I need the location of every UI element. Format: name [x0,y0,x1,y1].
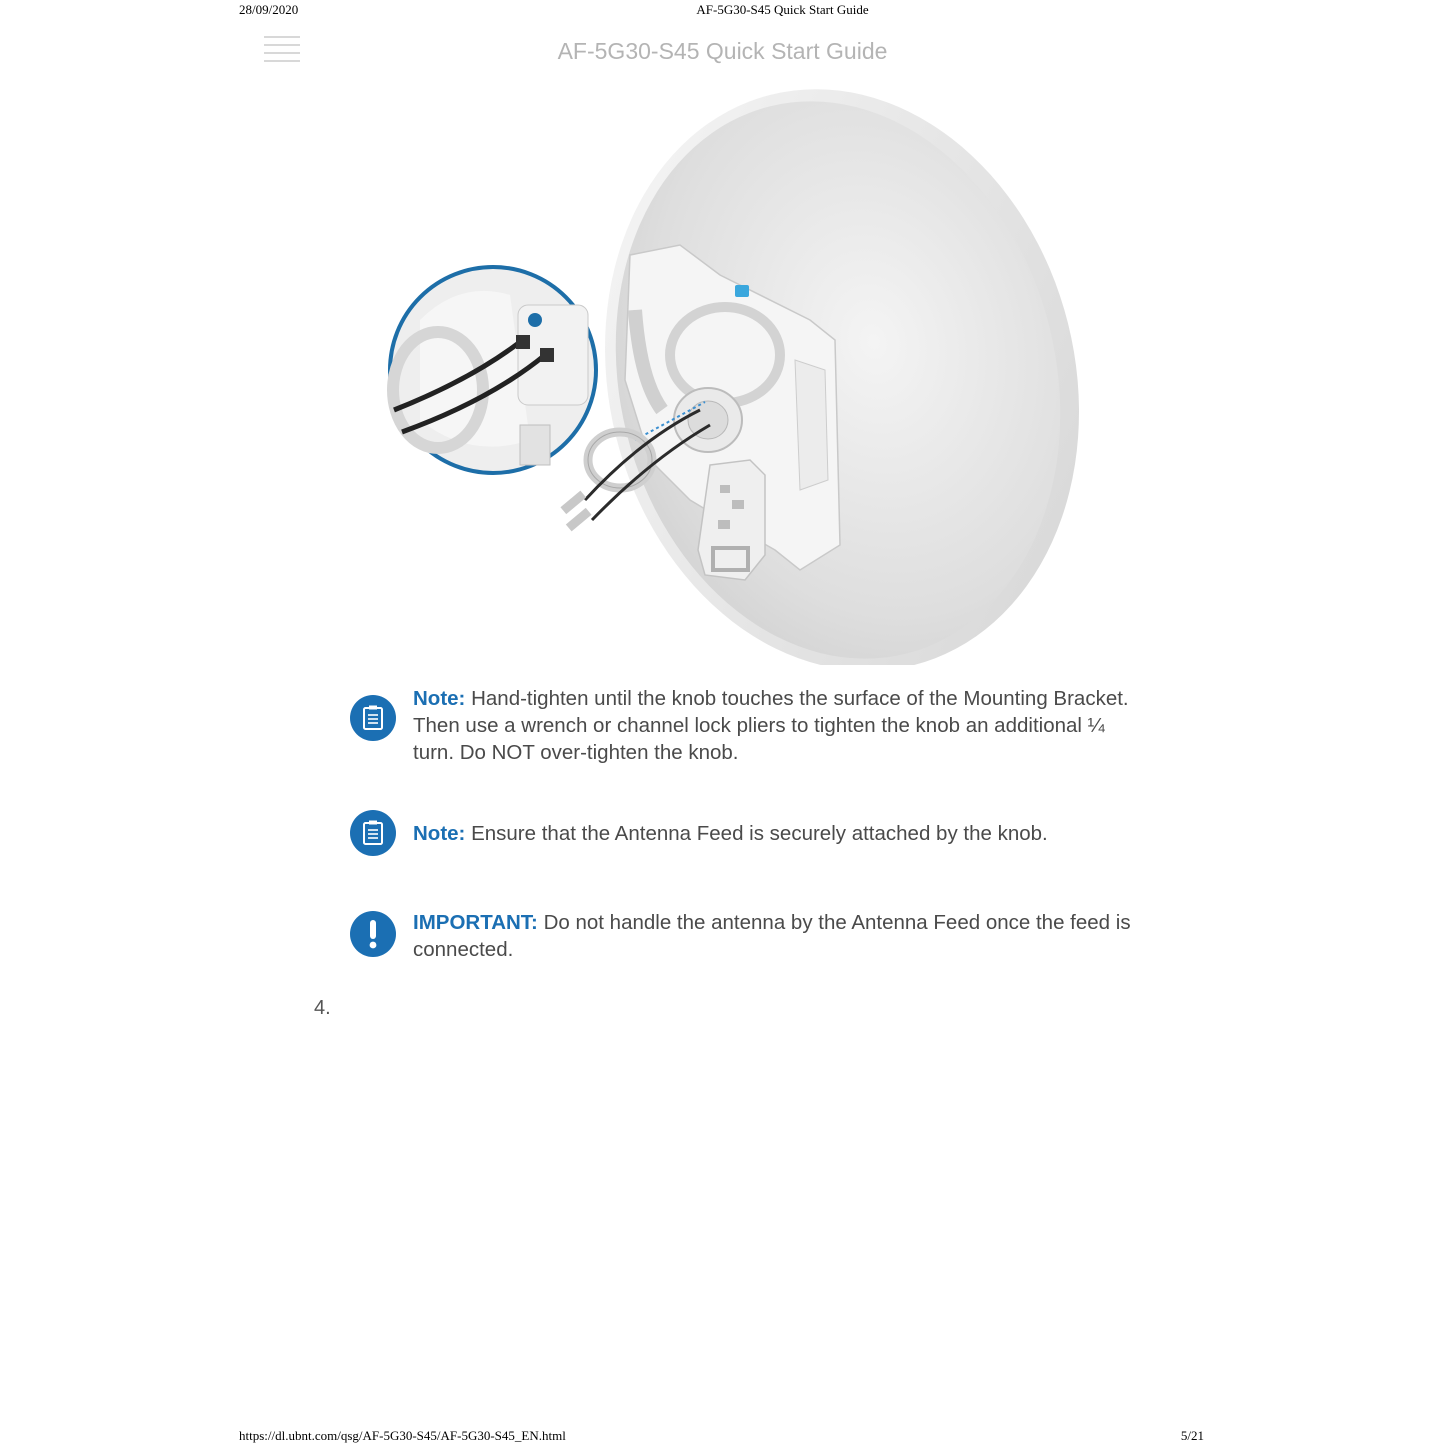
important-icon [350,911,396,957]
important-text [413,909,1148,963]
step-number: 4. [314,997,331,1019]
print-page-number: 5/21 [1180,1428,1204,1443]
print-url: https://dl.ubnt.com/qsg/AF-5G30-S45/AF-5G30-S45_EN.html [239,1428,566,1443]
note-lead: Note: [413,822,466,845]
antenna-illustration [380,80,1100,665]
note-body: Ensure that the Antenna Feed is securely attached by the knob. [465,822,1048,845]
print-date: 28/09/2020 [239,2,299,17]
note-icon [350,810,396,856]
note-text [413,685,1148,766]
note-body: Hand-tighten until the knob touches the surface of the Mounting Bracket. Then use a wrench or channel lock pliers to tighten the knob an additional ¼ turn. Do NOT over-tighten the knob. [413,687,1129,764]
note-text [413,820,1148,847]
page-title: AF-5G30-S45 Quick Start Guide [557,38,888,64]
note-lead: Note: [413,687,466,710]
important-lead: IMPORTANT: [413,911,538,934]
print-title: AF-5G30-S45 Quick Start Guide [696,2,869,17]
important-body: Do not handle the antenna by the Antenna Feed once the feed is connected. [413,911,1131,961]
note-icon [350,695,396,741]
